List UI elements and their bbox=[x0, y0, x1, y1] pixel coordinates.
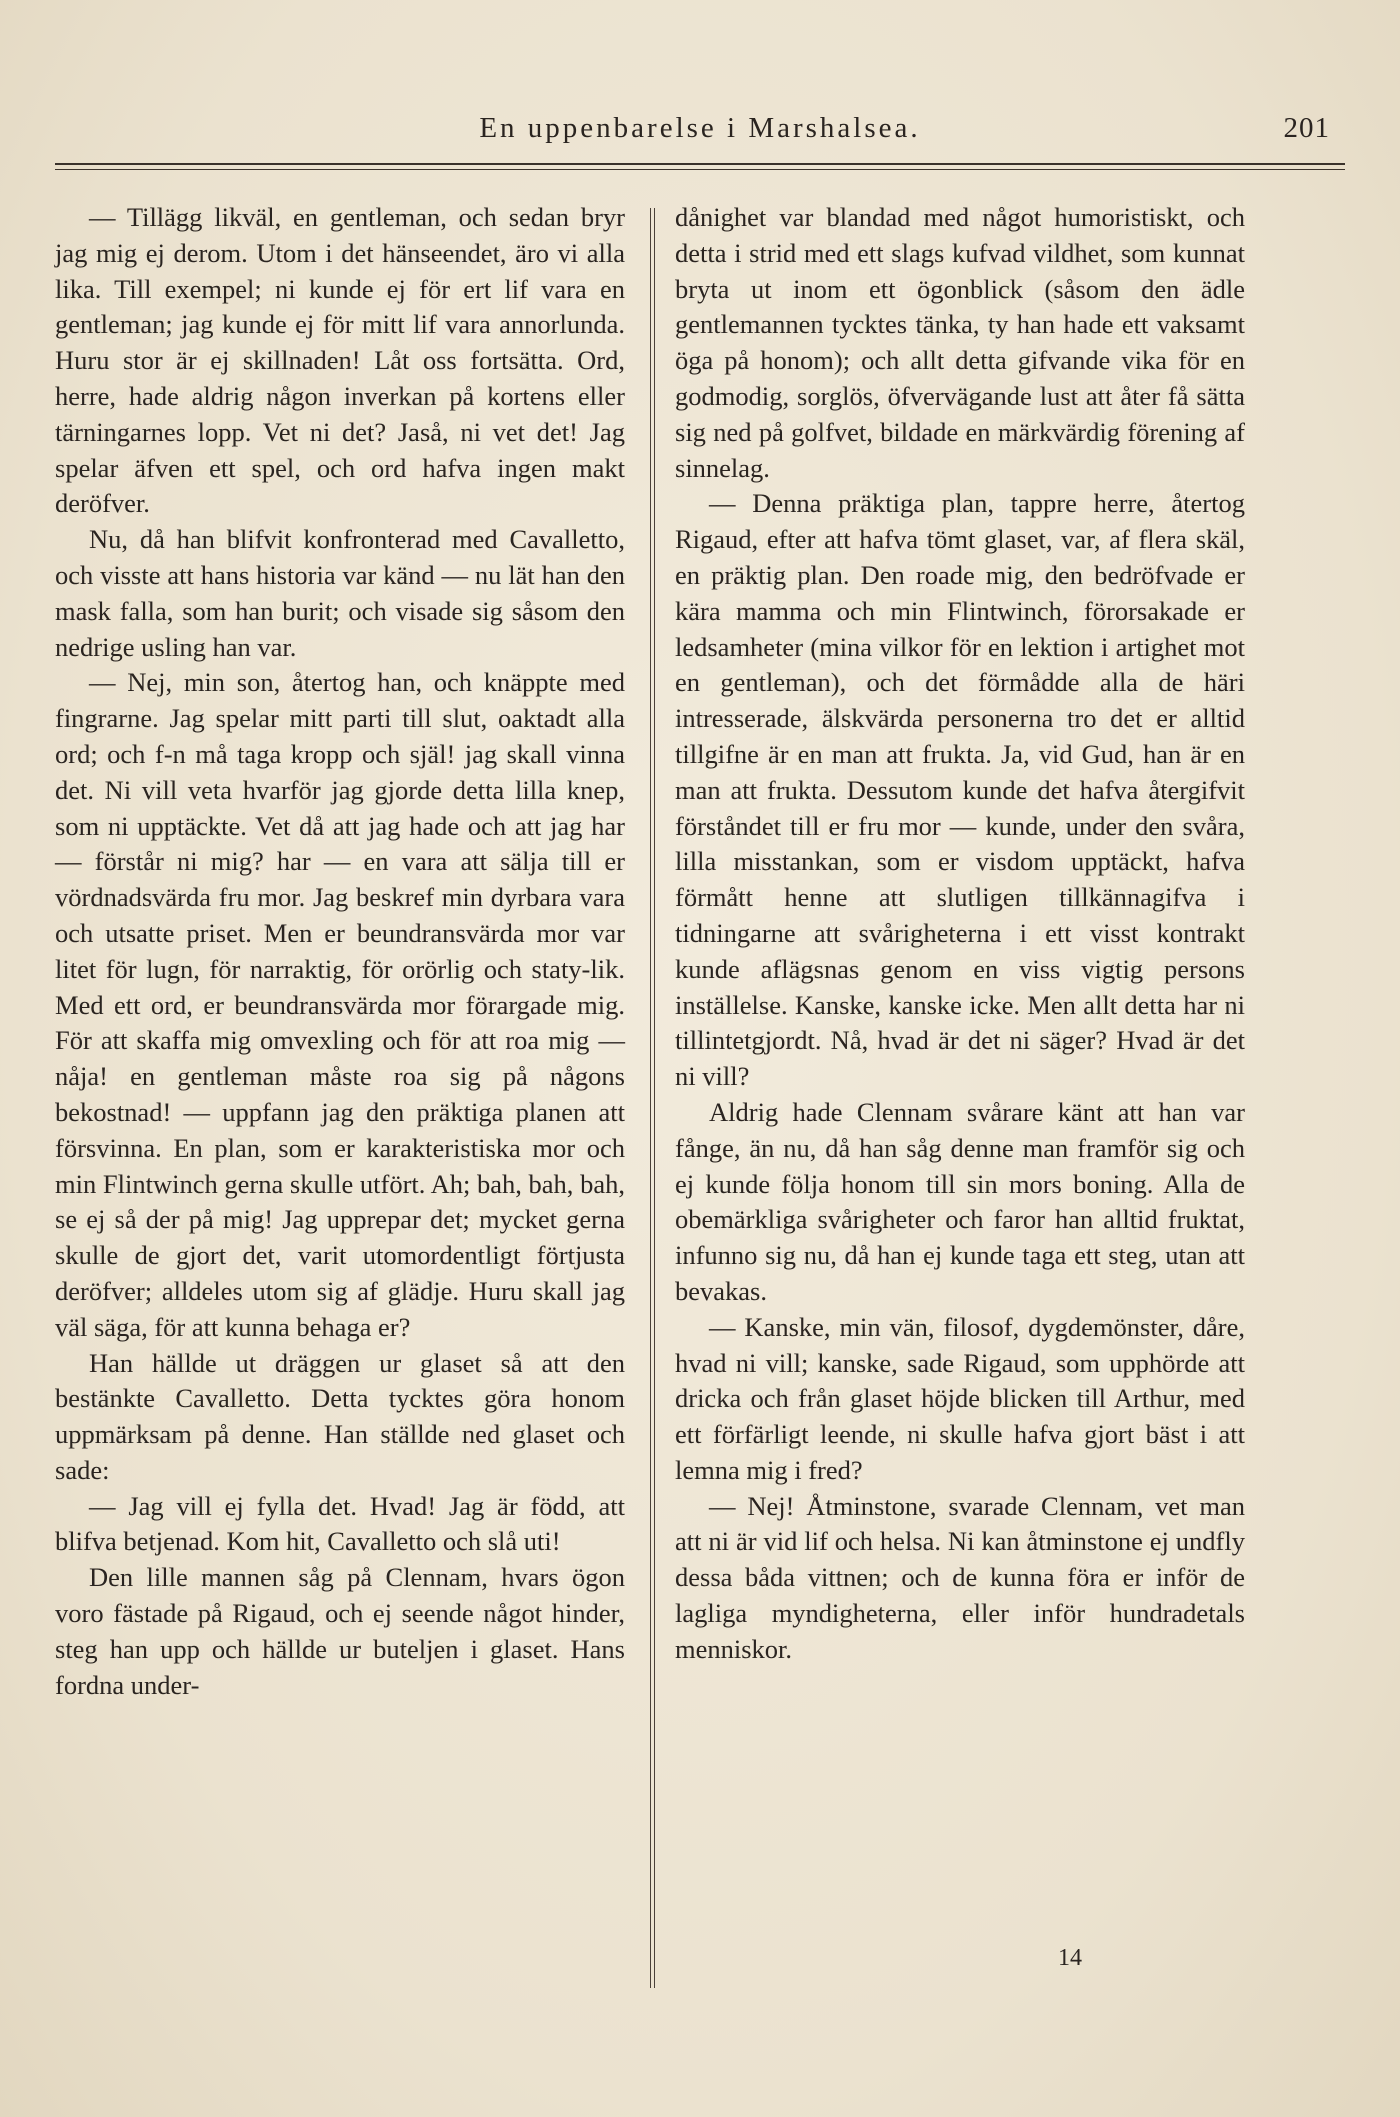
paragraph: Han hällde ut dräggen ur glaset så att den bestänkte Cavalletto. Detta tycktes göra honom uppmärksam på denne. Han ställde ned glaset och sade: bbox=[55, 1347, 625, 1485]
paragraph: — Nej, min son, återtog han, och knäppte med fingrarne. Jag spelar mitt parti till slut, oaktadt alla ord; och f-n må taga kropp och själ! jag skall vinna det. Ni vill veta hvarför jag gjorde detta lilla knep, som ni upptäckte. Vet då att jag hade och att jag har — förstår ni mig? har — en vara att sälja till er vördnadsvärda fru mor. Jag beskref min dyrbara vara och utsatte priset. Men er beundransvärda mor var litet för lugn, för narraktig, för orörlig och staty-lik. Med ett ord, er beundransvärda mor förargade mig. För att skaffa mig omvexling och för att roa mig — nåja! en gentleman måste roa sig på någons bekostnad! — uppfann jag den präktiga planen att försvinna. En plan, som er karakteristiska mor och min Flintwinch gerna skulle utfört. Ah; bah, bah, bah, se ej så der på mig! Jag upprepar det; mycket gerna skulle de gjort det, varit utomordentligt förtjusta deröfver; alldeles utom sig af glädje. Huru skall jag väl säga, för att kunna behaga er? bbox=[55, 667, 625, 1342]
paragraph: — Denna präktiga plan, tappre herre, återtog Rigaud, efter att hafva tömt glaset, var, af flera skäl, en präktig plan. Den roade mig, den bedröfvade er kära mamma och min Flintwinch, förorsakade er ledsamheter (mina vilkor för en lektion i artighet mot en gentleman), och det förmådde alla de häri intresserade, älskvärda personerna tro det er alltid tillgifne är en man att frukta. Ja, vid Gud, han är en man att frukta. Dessutom kunde det hafva återgifvit förståndet till er fru mor — kunde, under den svåra, lilla misstankan, som er visdom upptäckt, hafva förmått henne att slutligen tillkännagifva i tidningarne att svårigheterna i ett visst kontrakt kunde aflägsnas genom en viss vigtig persons inställelse. Kanske, kanske icke. Men allt detta har ni tillintetgjordt. Nå, hvad är det ni säger? Hvad är det ni vill? bbox=[675, 488, 1245, 1092]
paragraph: — Jag vill ej fylla det. Hvad! Jag är född, att blifva betjenad. Kom hit, Cavalletto och slå uti! bbox=[55, 1490, 625, 1557]
page-header bbox=[70, 112, 1330, 162]
paragraph: — Nej! Åtminstone, svarade Clennam, vet man att ni är vid lif och helsa. Ni kan åtminstone ej undfly dessa båda vittnen; och de kunna föra er inför de lagliga myndigheterna, eller inför hundradetals menniskor. bbox=[675, 1490, 1245, 1664]
right-column bbox=[675, 200, 1245, 1668]
signature-mark: 14 bbox=[1058, 1945, 1082, 1971]
header-rule bbox=[55, 163, 1345, 165]
text-columns bbox=[55, 200, 1245, 2000]
paragraph: — Kanske, min vän, filosof, dygdemönster, dåre, hvad ni vill; kanske, sade Rigaud, som upphörde att dricka och från glaset höjde blicken till Arthur, med ett förfärligt leende, ni skulle hafva gjort bäst i att lemna mig i fred? bbox=[675, 1311, 1245, 1485]
paragraph: Nu, då han blifvit konfronterad med Cavalletto, och visste att hans historia var känd — nu lät han den mask falla, som han burit; och visade sig såsom den nedrige usling han var. bbox=[55, 524, 625, 662]
paragraph: — Tillägg likväl, en gentleman, och sedan bryr jag mig ej derom. Utom i det hänseendet, äro vi alla lika. Till exempel; ni kunde ej för ert lif vara en gentleman; jag kunde ej för mitt lif vara annorlunda. Huru stor är ej skillnaden! Låt oss fortsätta. Ord, herre, hade aldrig någon inverkan på kortens eller tärningarnes lopp. Vet ni det? Jaså, ni vet det! Jag spelar äfven ett spel, och ord hafva ingen makt deröfver. bbox=[55, 202, 625, 519]
left-column bbox=[55, 200, 625, 1703]
paragraph-continued: dånighet var blandad med något humoristiskt, och detta i strid med ett slags kufvad vildhet, som kunnat bryta ut inom ett ögonblick (såsom den ädle gentlemannen tycktes tänka, ty han hade ett vaksamt öga på honom); och allt detta gifvande vika för en godmodig, sorglös, öfvervägande lust att åter få sätta sig ned på golfvet, bildade en märkvärdig förening af sinnelag. bbox=[675, 202, 1245, 483]
column-divider bbox=[650, 208, 651, 1988]
paragraph: Aldrig hade Clennam svårare känt att han var fånge, än nu, då han såg denne man framför sig och ej kunde följa honom till sin mors boning. Alla de obemärkliga svårigheter och faror han alltid fruktat, infunno sig nu, då han ej kunde taga ett steg, utan att bevakas. bbox=[675, 1096, 1245, 1306]
page-number: 201 bbox=[1283, 112, 1330, 144]
header-rule-thin bbox=[55, 169, 1345, 170]
column-divider bbox=[654, 208, 655, 1988]
paragraph: Den lille mannen såg på Clennam, hvars ögon voro fästade på Rigaud, och ej seende något hinder, steg han upp och hällde ur buteljen i glaset. Hans fordna under- bbox=[55, 1562, 625, 1700]
running-title: En uppenbarelse i Marshalsea. bbox=[479, 112, 921, 144]
